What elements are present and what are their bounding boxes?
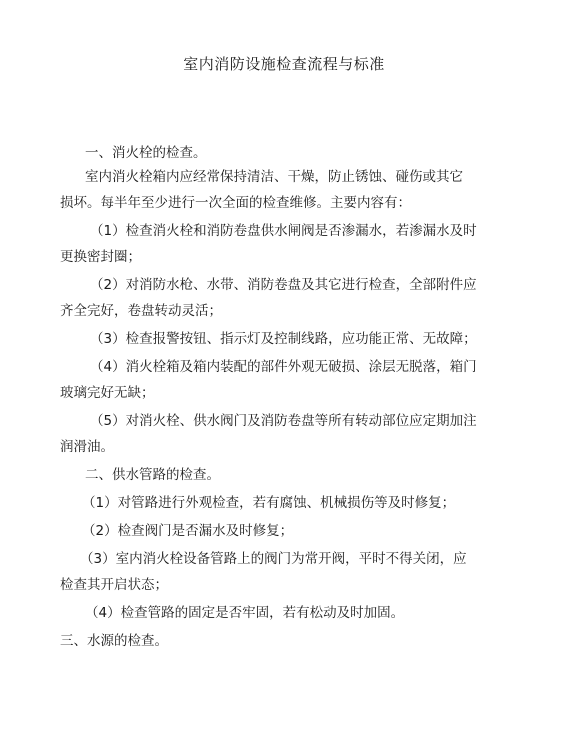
section-heading: 三、水源的检查。	[60, 633, 168, 649]
list-item-line: （2）检查阀门是否漏水及时修复；	[82, 523, 294, 539]
document-title: 室内消防设施检查流程与标准	[183, 55, 385, 73]
list-item-line: （4）消火栓箱及箱内装配的部件外观无破损、涂层无脱落，箱门	[90, 359, 477, 375]
list-item	[60, 408, 477, 460]
list-item-line: 齐全完好，卷盘转动灵活；	[60, 303, 222, 319]
list-item-line: （3）检查报警按钮、指示灯及控制线路，应功能正常、无故障；	[90, 331, 477, 347]
list-item-line: （5）对消火栓、供水阀门及消防卷盘等所有转动部位应定期加注	[90, 413, 477, 429]
list-item	[60, 326, 477, 352]
list-item-line: （1）对管路进行外观检查，若有腐蚀、机械损伤等及时修复；	[82, 495, 456, 511]
list-item	[60, 272, 477, 324]
list-item-line: （4）检查管路的固定是否牢固，若有松动及时加固。	[85, 605, 405, 621]
list-item	[85, 600, 404, 626]
list-item	[60, 354, 477, 406]
list-item	[60, 218, 477, 270]
section-heading: 一、消火栓的检查。	[85, 145, 207, 161]
list-item-line: 润滑油。	[60, 439, 114, 455]
paragraph-line: 损坏。每半年至少进行一次全面的检查维修。主要内容有：	[60, 195, 411, 211]
list-item	[82, 490, 455, 516]
paragraph	[60, 164, 463, 216]
list-item	[60, 546, 467, 598]
list-item-line: （3）室内消火栓设备管路上的阀门为常开阀，平时不得关闭，应	[80, 551, 467, 567]
list-item-line: 玻璃完好无缺；	[60, 385, 155, 401]
list-item-line: 更换密封圈；	[60, 249, 141, 265]
list-item-line: （2）对消防水枪、水带、消防卷盘及其它进行检查，全部附件应	[90, 277, 477, 293]
list-item-line: 检查其开启状态；	[60, 577, 168, 593]
section-heading: 二、供水管路的检查。	[85, 467, 220, 483]
paragraph-line: 室内消火栓箱内应经常保持清洁、干燥，防止锈蚀、碰伤或其它	[85, 169, 463, 185]
list-item	[82, 518, 293, 544]
list-item-line: （1）检查消火栓和消防卷盘供水闸阀是否渗漏水，若渗漏水及时	[90, 223, 477, 239]
